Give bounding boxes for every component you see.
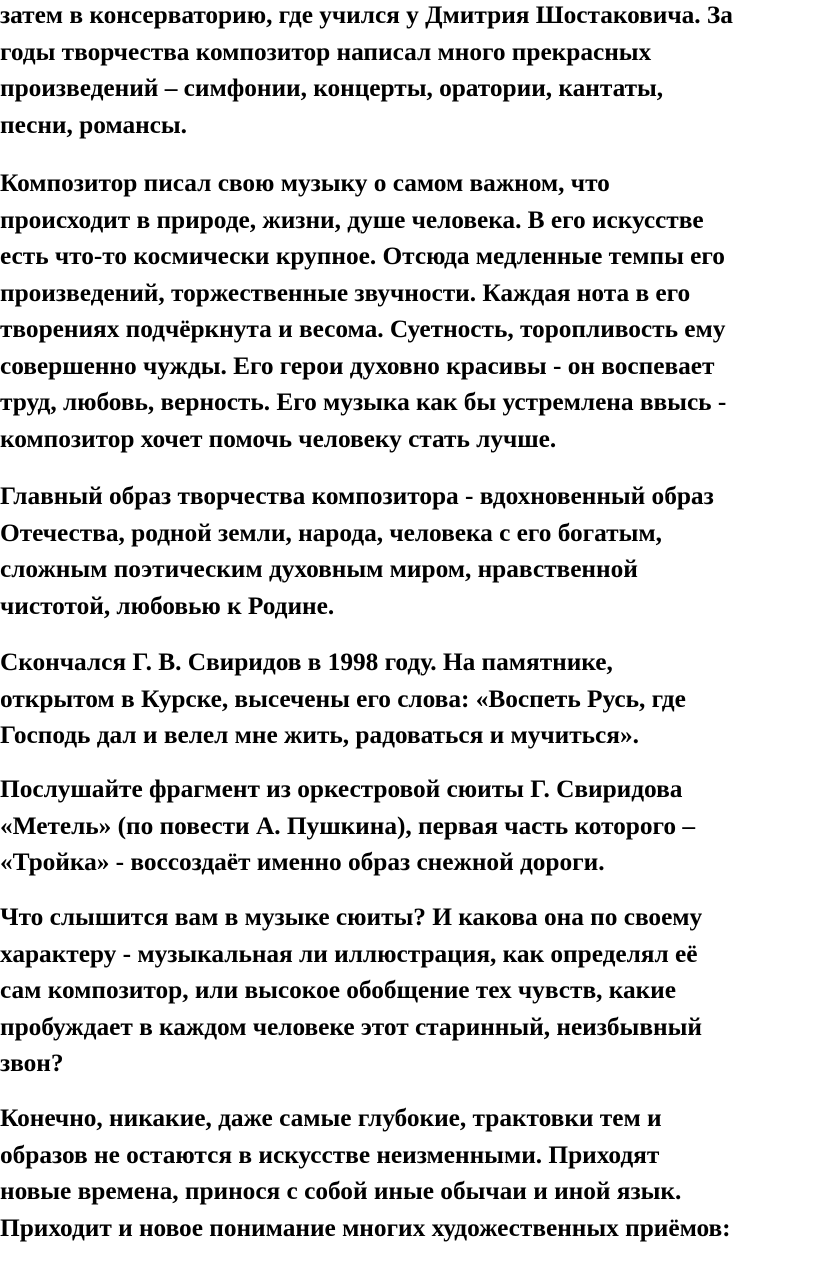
text-line: образов не остаются в искусстве неизменными. Приходят — [0, 1140, 660, 1169]
text-line: творениях подчёркнута и весома. Суетность, торопливость ему — [0, 315, 726, 343]
text-line: звон? — [0, 1049, 64, 1077]
text-line: есть что-то космически крупное. Отсюда медленные темпы его — [0, 242, 725, 270]
text-line: Отечества, родной земли, народа, человека с его богатым, — [0, 518, 662, 547]
text-line: Главный образ творчества композитора - вдохновенный образ — [0, 482, 714, 510]
text-line: песни, романсы. — [0, 110, 187, 139]
text-line: труд, любовь, верность. Его музыка как бы устремлена ввысь - — [0, 388, 727, 416]
text-line: «Тройка» - воссоздаёт именно образ снежной дороги. — [0, 848, 605, 876]
paragraph-1 — [0, 0, 816, 143]
paragraph-5 — [0, 771, 816, 881]
text-line: Композитор писал свою музыку о самом важном, что — [0, 169, 610, 197]
text-line: характеру - музыкальная ли иллюстрация, как определял её — [0, 939, 698, 968]
text-line: новые времена, принося с собой иные обычаи и иной язык. — [0, 1177, 682, 1205]
text-line: композитор хочет помочь человеку стать лучше. — [0, 424, 557, 453]
text-line: Приходит и новое понимание многих художественных приёмов: — [0, 1213, 731, 1242]
text-line: произведений, торжественные звучности. Каждая нота в его — [0, 278, 691, 307]
text-line: Конечно, никакие, даже самые глубокие, трактовки тем и — [0, 1104, 662, 1132]
text-line: произведений – симфонии, концерты, оратории, кантаты, — [0, 74, 664, 102]
text-line: сам композитор, или высокое обобщение тех чувств, какие — [0, 976, 676, 1004]
text-line: Послушайте фрагмент из оркестровой сюиты Г. Свиридова — [0, 775, 683, 803]
text-line: затем в консерваторию, где учился у Дмитрия Шостаковича. За — [0, 1, 733, 29]
text-line: Господь дал и велел мне жить, радоваться и мучиться». — [0, 721, 639, 749]
paragraph-3 — [0, 478, 816, 624]
paragraph-2 — [0, 165, 816, 457]
paragraph-4 — [0, 644, 816, 754]
text-line: пробуждает в каждом человеке этот старинный, неизбывный — [0, 1012, 702, 1041]
text-line: Скончался Г. В. Свиридов в 1998 году. На памятнике, — [0, 648, 613, 676]
text-line: «Метель» (по повести А. Пушкина), первая часть которого – — [0, 811, 695, 840]
text-line: годы творчества композитор написал много прекрасных — [0, 37, 652, 66]
text-line: происходит в природе, жизни, душе человека. В его искусстве — [0, 205, 704, 234]
text-line: совершенно чужды. Его герои духовно красивы - он воспевает — [0, 351, 715, 380]
paragraph-6 — [0, 899, 816, 1082]
text-line: чистотой, любовью к Родине. — [0, 591, 335, 620]
text-line: сложным поэтическим духовным миром, нравственной — [0, 555, 638, 583]
text-line: открытом в Курске, высечены его слова: «Воспеть Русь, где — [0, 684, 686, 713]
paragraph-7 — [0, 1100, 816, 1246]
text-line: Что слышится вам в музыке сюиты? И какова она по своему — [0, 903, 703, 931]
